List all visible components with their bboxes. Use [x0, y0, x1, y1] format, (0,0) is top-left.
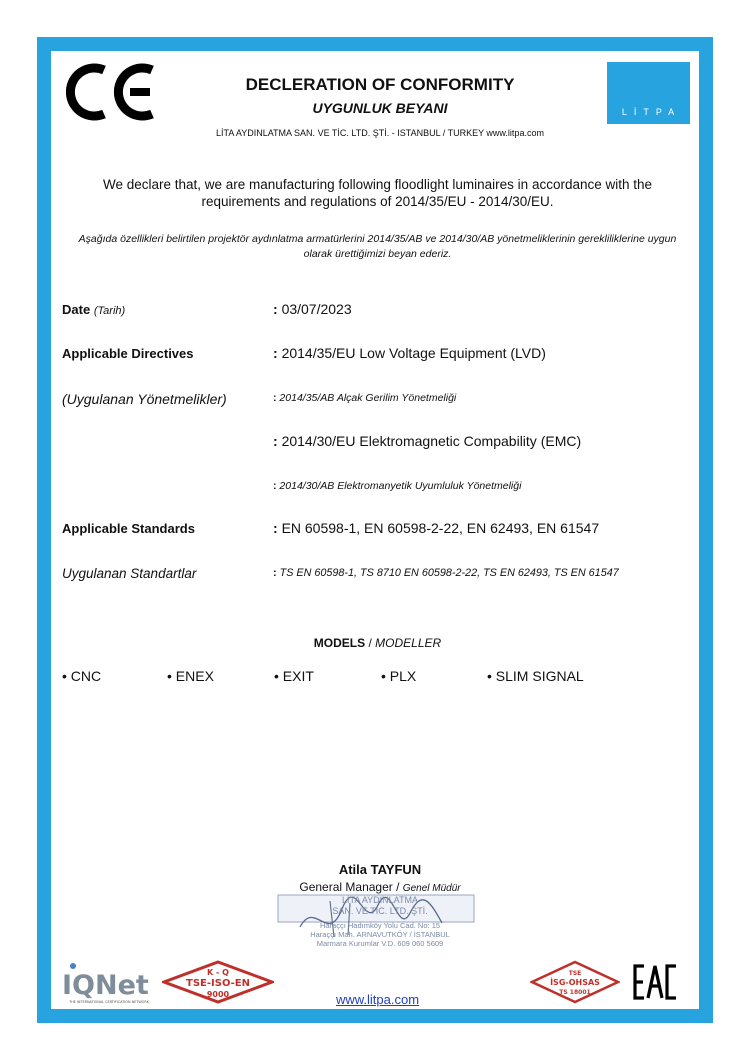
- intro-english: We declare that, we are manufacturing following floodlight luminaires in accordance with the requirements and regulations of 2014/35/EU - 2014/30/EU.: [102, 177, 653, 209]
- stamp-line: Haraççı Hadımköy Yolu Cad. No: 15: [319, 921, 441, 930]
- svg-text:9000: 9000: [206, 990, 230, 999]
- directive-emc: : 2014/30/EU Elektromagnetic Compability (EMC): [273, 433, 582, 449]
- date-value: : 03/07/2023: [273, 301, 352, 317]
- date-label: Date (Tarih): [62, 302, 126, 317]
- iqnet-logo-text: IQNet: [62, 970, 149, 1001]
- intro-turkish: Aşağıda özellikleri belirtilen projektör aydınlatma armatürlerini 2014/35/AB ve 2014/30/AB yönetmeliklerinin gerekliliklerine uygun olarak ürettiğimizi beyan ederiz.: [78, 233, 677, 260]
- standards-value-tr: : TS EN 60598-1, TS 8710 EN 60598-2-22, TS EN 62493, TS EN 61547: [273, 567, 619, 579]
- svg-text:TS 18001: TS 18001: [559, 989, 591, 996]
- directive-lvd: : 2014/35/EU Low Voltage Equipment (LVD): [273, 345, 546, 361]
- directives-label-tr: (Uygulanan Yönetmelikler): [62, 391, 227, 407]
- model-item: • ENEX: [167, 668, 214, 684]
- standards-value: : EN 60598-1, EN 60598-2-22, EN 62493, EN 61547: [273, 520, 600, 536]
- directive-emc-tr: : 2014/30/AB Elektromanyetik Uyumluluk Yönetmeliği: [273, 480, 522, 492]
- signer-name: Atila TAYFUN: [338, 862, 422, 877]
- directives-label: Applicable Directives: [62, 346, 194, 361]
- model-item: • SLIM SIGNAL: [487, 668, 584, 684]
- stamp-line: SAN. VE TİC. LTD. ŞTİ.: [332, 906, 428, 916]
- model-item: • CNC: [62, 668, 102, 684]
- iqnet-tagline: THE INTERNATIONAL CERTIFICATION NETWORK: [69, 1000, 149, 1004]
- tse-ohsas-logo: [530, 960, 620, 1004]
- document-title: DECLERATION OF CONFORMITY: [245, 75, 515, 94]
- svg-text:İSG-OHSAS: İSG-OHSAS: [550, 978, 600, 987]
- stamp-line: LİTA AYDINLATMA: [341, 895, 419, 905]
- svg-text:TSE-ISO-EN: TSE-ISO-EN: [186, 978, 250, 989]
- date-label-tr: (Tarih): [93, 305, 126, 317]
- website-link[interactable]: www.litpa.com: [335, 992, 420, 1007]
- models-heading: MODELS / MODELLER: [313, 636, 442, 650]
- company-line: LİTA AYDINLATMA SAN. VE TİC. LTD. ŞTİ. - ISTANBUL / TURKEY www.litpa.com: [216, 128, 544, 138]
- stamp-line: Marmara Kurumlar V.D. 609 060 5609: [316, 939, 444, 948]
- litpa-brand-logo: LİTPA: [607, 62, 690, 124]
- stamp-line: Haraççı Mah. ARNAVUTKÖY / İSTANBUL: [310, 930, 450, 939]
- model-item: • EXIT: [274, 668, 314, 684]
- standards-label-tr: Uygulanan Standartlar: [62, 566, 197, 581]
- ce-mark-logo: [66, 62, 158, 122]
- model-item: • PLX: [381, 668, 417, 684]
- svg-text:TSE: TSE: [568, 970, 582, 977]
- document-subtitle: UYGUNLUK BEYANI: [312, 100, 448, 116]
- eac-logo: [632, 962, 678, 1002]
- tse-iso-logo: [162, 960, 274, 1004]
- signer-role: General Manager / Genel Müdür: [299, 880, 461, 894]
- standards-label: Applicable Standards: [62, 521, 195, 536]
- svg-text:K - Q: K - Q: [207, 968, 229, 977]
- directive-lvd-tr: : 2014/35/AB Alçak Gerilim Yönetmeliği: [273, 392, 457, 404]
- iqnet-logo: [60, 958, 158, 1006]
